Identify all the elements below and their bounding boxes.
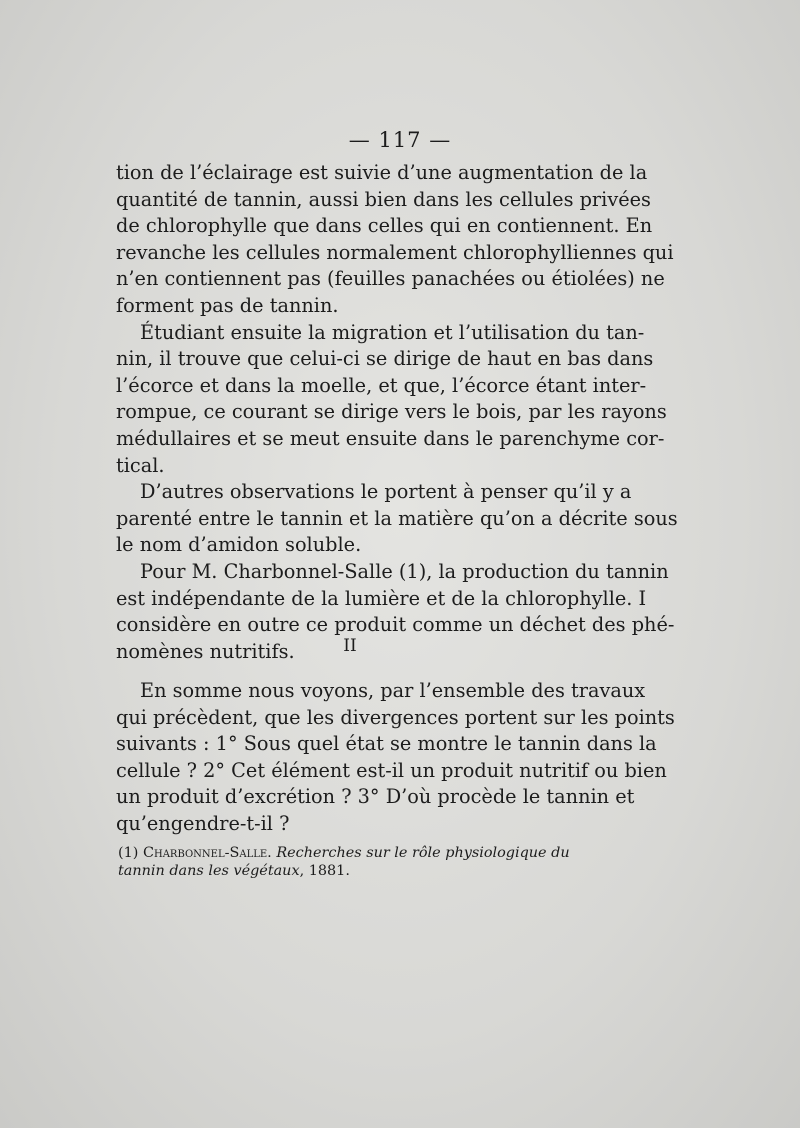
text-line: médullaires et se meut ensuite dans le parenchyme cor- [116,426,665,450]
footnote-year: , 1881. [299,863,350,879]
text-line: D’autres observations le portent à penser qu’il y a [140,480,632,504]
text-line: suivants : 1° Sous quel état se montre le tannin dans la [116,732,657,756]
text-line: nomènes nutritifs. [116,639,295,663]
paragraph-3 [116,479,678,559]
text-line: tion de l’éclairage est suivie d’une augmentation de la [116,161,648,184]
text-line: est indépendante de la lumière et de la chlorophylle. I [116,586,647,610]
text-line: tical. [116,453,165,477]
footnote-title: Recherches sur le rôle physiologique du tannin dans les végétaux [118,845,570,879]
footnote-marker: (1) [118,845,139,861]
body-text [116,160,678,665]
text-line: En somme nous voyons, par l’ensemble des travaux [140,679,646,702]
text-line: n’en contiennent pas (feuilles panachées ou étiolées) ne [116,267,665,291]
text-line: Étudiant ensuite la migration et l’utilisation du tan- [140,320,645,344]
text-line: considère en outre ce produit comme un déchet des phé- [116,613,675,637]
text-line: l’écorce et dans la moelle, et que, l’écorce étant inter- [116,373,647,397]
text-line: parenté entre le tannin et la matière qu’on a décrite sous [116,506,678,530]
text-line: quantité de tannin, aussi bien dans les cellules privées [116,187,651,211]
page-number: — 117 — [348,128,452,152]
text-line: Pour M. Charbonnel-Salle (1), la production du tannin [140,559,669,583]
section-paragraph [116,678,675,838]
text-line: rompue, ce courant se dirige vers le bois, par les rayons [116,400,667,424]
footnote [118,844,592,880]
text-line: cellule ? 2° Cet élément est-il un produit nutritif ou bien [116,758,667,782]
section-heading: II [343,636,357,656]
text-line: qui précèdent, que les divergences portent sur les points [116,705,675,729]
footnote-author: Charbonnel-Salle. [142,845,272,861]
text-line: forment pas de tannin. [116,293,339,317]
text-line: qu’engendre-t-il ? [116,811,290,835]
text-line: revanche les cellules normalement chlorophylliennes qui [116,240,674,264]
text-line: nin, il trouve que celui-ci se dirige de haut en bas dans [116,347,654,371]
paragraph-2 [116,320,667,480]
text-line: le nom d’amidon soluble. [116,533,362,557]
text-line: de chlorophylle que dans celles qui en contiennent. En [116,214,653,238]
text-line: un produit d’excrétion ? 3° D’où procède le tannin et [116,785,635,809]
paragraph-1 [116,160,674,320]
